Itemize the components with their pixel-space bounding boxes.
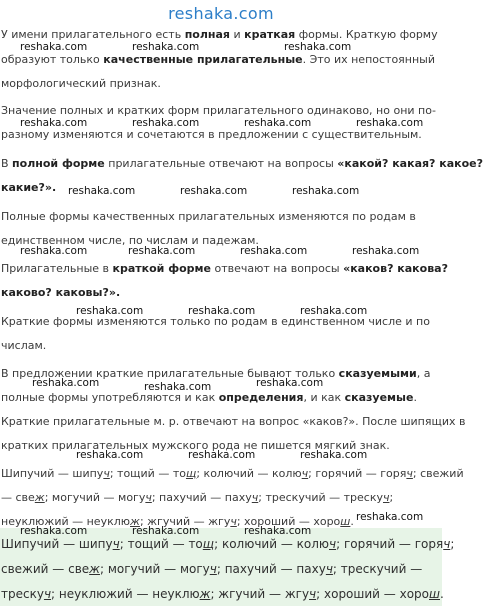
highlighted-letter: щ bbox=[185, 467, 197, 480]
watermark: reshaka.com bbox=[132, 41, 200, 53]
bold-term: полная bbox=[184, 28, 230, 41]
highlighted-letter: ч bbox=[230, 515, 237, 528]
text: , и как bbox=[303, 391, 345, 404]
text: В предложении краткие прилагательные бывают только bbox=[1, 367, 339, 380]
highlighted-letter: ч bbox=[209, 562, 217, 576]
watermark: reshaka.com bbox=[144, 381, 212, 393]
watermark: reshaka.com bbox=[128, 245, 196, 257]
text: и bbox=[230, 28, 245, 41]
bold-term: «каков? какова? bbox=[343, 262, 448, 275]
example-text: ; хороший — хоро bbox=[236, 515, 341, 528]
text: Прилагательные в bbox=[1, 262, 113, 275]
text: полные формы употребляются и как bbox=[1, 391, 219, 404]
p2-line1: Значение полных и кратких форм прилагательного одинаково, но они по- bbox=[1, 104, 436, 117]
highlighted-letter: ч bbox=[329, 537, 337, 551]
watermark: reshaka.com bbox=[180, 185, 248, 197]
highlighted-letter: ч bbox=[43, 587, 52, 601]
example-line2 bbox=[1, 491, 393, 504]
example-text: ; трескучий — треску bbox=[258, 491, 383, 504]
text: , а bbox=[416, 367, 431, 380]
text: прилагательные отвечают на вопросы bbox=[104, 157, 338, 170]
text: . Это их непостоянный bbox=[302, 53, 436, 66]
example-text: ; колючий — колю bbox=[196, 467, 302, 480]
highlighted-letter: ж bbox=[199, 587, 211, 601]
example-text: . bbox=[350, 515, 354, 528]
text: У имени прилагательного есть bbox=[1, 28, 185, 41]
watermark: reshaka.com bbox=[20, 525, 88, 537]
bold-term: краткая bbox=[244, 28, 296, 41]
highlighted-letter: щ bbox=[202, 537, 215, 551]
highlighted-letter: ж bbox=[130, 515, 140, 528]
example-text: ; тощий — то bbox=[109, 467, 186, 480]
p6-line1: Краткие формы изменяются только по родам в единственном числе и по bbox=[1, 315, 430, 328]
example-line1 bbox=[1, 467, 464, 480]
example-text: ; колючий — колю bbox=[214, 537, 329, 551]
watermark: reshaka.com bbox=[76, 305, 144, 317]
highlighted-letter: ч bbox=[112, 537, 120, 551]
example-text: треску bbox=[1, 587, 44, 601]
answer-line2 bbox=[1, 562, 422, 576]
watermark: reshaka.com bbox=[132, 525, 200, 537]
highlighted-letter: ч bbox=[301, 467, 309, 480]
watermark: reshaka.com bbox=[244, 525, 312, 537]
p4-line1: Полные формы качественных прилагательных изменяются по родам в bbox=[1, 210, 416, 223]
bold-term: определения bbox=[218, 391, 304, 404]
text: формы. Краткую форму bbox=[295, 28, 438, 41]
highlighted-letter: ж bbox=[34, 491, 45, 504]
example-text: Шипучий — шипу bbox=[1, 537, 113, 551]
highlighted-letter: ч bbox=[309, 587, 317, 601]
example-text: ; bbox=[450, 537, 455, 551]
p6-line2: числам. bbox=[1, 339, 47, 352]
example-text: ; bbox=[389, 491, 394, 504]
highlighted-letter: ж bbox=[89, 562, 100, 576]
bold-term: краткой форме bbox=[112, 262, 212, 275]
text: отвечают на вопросы bbox=[211, 262, 344, 275]
watermark: reshaka.com bbox=[356, 511, 424, 523]
p8-line1: Краткие прилагательные м. р. отвечают на вопрос «каков?». После шипящих в bbox=[1, 415, 466, 428]
watermark: reshaka.com bbox=[20, 245, 88, 257]
bold-term: каково? каковы?». bbox=[1, 286, 121, 299]
p3-line1 bbox=[1, 157, 483, 170]
watermark: reshaka.com bbox=[284, 41, 352, 53]
example-text: . bbox=[440, 587, 444, 601]
watermark: reshaka.com bbox=[188, 449, 256, 461]
watermark: reshaka.com bbox=[300, 305, 368, 317]
example-text: ; трескучий — bbox=[332, 562, 423, 576]
watermark: reshaka.com bbox=[356, 117, 424, 129]
watermark: reshaka.com bbox=[32, 377, 100, 389]
p3-line2 bbox=[1, 181, 56, 194]
text: образуют только bbox=[1, 53, 104, 66]
watermark: reshaka.com bbox=[256, 377, 324, 389]
highlighted-letter: ч bbox=[443, 537, 451, 551]
bold-term: полной форме bbox=[12, 157, 105, 170]
example-text: ; могучий — могу bbox=[44, 491, 146, 504]
watermark: reshaka.com bbox=[20, 117, 88, 129]
highlighted-letter: ч bbox=[406, 467, 413, 480]
watermark: reshaka.com bbox=[244, 117, 312, 129]
p1-line3: морфологический признак. bbox=[1, 77, 161, 90]
watermark: reshaka.com bbox=[20, 41, 88, 53]
highlighted-letter: ч bbox=[145, 491, 152, 504]
p8-line2: кратких прилагательных мужского рода не пишется мягкий знак. bbox=[1, 439, 390, 452]
example-text: ; пахучий — паху bbox=[151, 491, 252, 504]
p1-line2 bbox=[1, 53, 435, 66]
watermark: reshaka.com bbox=[240, 245, 308, 257]
answer-line3 bbox=[1, 587, 444, 601]
highlighted-letter: ч bbox=[103, 467, 110, 480]
watermark: reshaka.com bbox=[300, 449, 368, 461]
highlighted-letter: ч bbox=[382, 491, 390, 504]
watermark: reshaka.com bbox=[68, 185, 136, 197]
bold-term: качественные прилагательные bbox=[103, 53, 303, 66]
example-text: неуклюжий — неуклю bbox=[1, 515, 131, 528]
p5-line1 bbox=[1, 262, 448, 275]
bold-term: «какой? какая? какое? bbox=[337, 157, 483, 170]
p1-line1 bbox=[1, 28, 438, 41]
p2-line2: разному изменяются и сочетаются в предложении с существительным. bbox=[1, 128, 422, 141]
example-text: ; горячий — горя bbox=[336, 537, 444, 551]
example-text: свежий — све bbox=[1, 562, 90, 576]
answer-line1 bbox=[1, 537, 454, 551]
p4-line2: единственном числе, по числам и падежам. bbox=[1, 234, 259, 247]
example-text: ; свежий bbox=[412, 467, 464, 480]
example-text: ; горячий — горя bbox=[308, 467, 407, 480]
example-text: ; могучий — могу bbox=[99, 562, 210, 576]
text: В bbox=[1, 157, 13, 170]
example-text: ; неуклюжий — неуклю bbox=[51, 587, 200, 601]
text: . bbox=[413, 391, 417, 404]
highlighted-letter: ш bbox=[429, 587, 440, 601]
example-text: ; хороший — хоро bbox=[316, 587, 430, 601]
p5-line2 bbox=[1, 286, 120, 299]
example-text: ; жгучий — жгу bbox=[210, 587, 310, 601]
example-text: ; тощий — то bbox=[119, 537, 203, 551]
bold-term: сказуемыми bbox=[338, 367, 417, 380]
watermark: reshaka.com bbox=[132, 117, 200, 129]
watermark: reshaka.com bbox=[352, 245, 420, 257]
example-text: ; пахучий — паху bbox=[216, 562, 326, 576]
highlighted-letter: ч bbox=[325, 562, 333, 576]
example-text: ; жгучий — жгу bbox=[139, 515, 231, 528]
watermark: reshaka.com bbox=[76, 449, 144, 461]
example-text: — све bbox=[1, 491, 35, 504]
site-title[interactable]: reshaka.com bbox=[168, 4, 274, 23]
watermark: reshaka.com bbox=[188, 305, 256, 317]
example-text: Шипучий — шипу bbox=[1, 467, 104, 480]
bold-term: какие?». bbox=[1, 181, 57, 194]
watermark: reshaka.com bbox=[292, 185, 360, 197]
bold-term: сказуемые bbox=[344, 391, 414, 404]
highlighted-letter: ш bbox=[340, 515, 351, 528]
highlighted-letter: ч bbox=[251, 491, 259, 504]
